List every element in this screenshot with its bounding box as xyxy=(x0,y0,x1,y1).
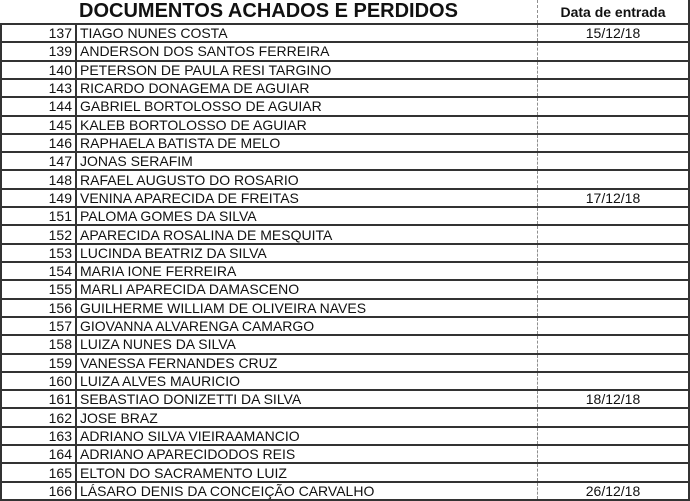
name-cell: ANDERSON DOS SANTOS FERREIRA xyxy=(75,43,537,59)
date-cell xyxy=(537,226,688,242)
date-cell xyxy=(537,208,688,224)
name-cell: RAFAEL AUGUSTO DO ROSARIO xyxy=(75,171,537,187)
table-row xyxy=(0,391,688,409)
name-cell: MARIA IONE FERREIRA xyxy=(75,263,537,279)
name-cell: RAPHAELA BATISTA DE MELO xyxy=(75,135,537,151)
table-row xyxy=(0,263,688,281)
name-cell: LUIZA NUNES DA SILVA xyxy=(75,336,537,352)
table-row xyxy=(0,135,688,153)
date-cell xyxy=(537,446,688,462)
row-number-cell: 143 xyxy=(48,80,72,97)
date-cell xyxy=(537,373,688,389)
table-row xyxy=(0,25,688,43)
date-cell xyxy=(537,281,688,297)
name-cell: VANESSA FERNANDES CRUZ xyxy=(75,355,537,371)
date-cell xyxy=(537,409,688,425)
page-title: DOCUMENTOS ACHADOS E PERDIDOS xyxy=(79,0,458,22)
name-cell: APARECIDA ROSALINA DE MESQUITA xyxy=(75,226,537,242)
table-row xyxy=(0,245,688,263)
date-cell xyxy=(537,245,688,261)
date-cell: 26/12/18 xyxy=(537,483,688,499)
table-row xyxy=(0,80,688,98)
date-cell xyxy=(537,62,688,78)
name-cell: LUIZA ALVES MAURICIO xyxy=(75,373,537,389)
date-cell xyxy=(537,98,688,114)
row-number-cell: 160 xyxy=(48,372,72,389)
date-cell xyxy=(537,153,688,169)
table-row xyxy=(0,446,688,464)
date-cell xyxy=(537,263,688,279)
table-row xyxy=(0,98,688,116)
row-number-cell: 139 xyxy=(48,43,72,60)
row-number-cell: 147 xyxy=(48,153,72,170)
table-row xyxy=(0,43,688,61)
table-row xyxy=(0,171,688,189)
date-cell: 17/12/18 xyxy=(537,190,688,206)
name-cell: MARLI APARECIDA DAMASCENO xyxy=(75,281,537,297)
row-number-cell: 146 xyxy=(48,134,72,151)
date-cell: 15/12/18 xyxy=(537,25,688,41)
row-number-cell: 151 xyxy=(48,208,72,225)
table-row xyxy=(0,62,688,80)
name-cell: LÁSARO DENIS DA CONCEIÇÃO CARVALHO xyxy=(75,483,537,499)
name-cell: GIOVANNA ALVARENGA CAMARGO xyxy=(75,318,537,334)
name-cell: KALEB BORTOLOSSO DE AGUIAR xyxy=(75,117,537,133)
date-cell: 18/12/18 xyxy=(537,391,688,407)
row-number-cell: 163 xyxy=(48,427,72,444)
date-cell xyxy=(537,300,688,316)
table-row xyxy=(0,190,688,208)
row-number-cell: 144 xyxy=(48,98,72,115)
date-cell xyxy=(537,464,688,480)
date-cell xyxy=(537,428,688,444)
name-cell: VENINA APARECIDA DE FREITAS xyxy=(75,190,537,206)
table-row xyxy=(0,373,688,391)
table-row xyxy=(0,409,688,427)
row-number-cell: 153 xyxy=(48,244,72,261)
date-cell xyxy=(537,318,688,334)
name-cell: SEBASTIAO DONIZETTI DA SILVA xyxy=(75,391,537,407)
date-cell xyxy=(537,43,688,59)
name-cell: TIAGO NUNES COSTA xyxy=(75,25,537,41)
row-number-cell: 158 xyxy=(48,336,72,353)
row-number-cell: 137 xyxy=(48,25,72,42)
row-number-cell: 148 xyxy=(48,171,72,188)
date-cell xyxy=(537,336,688,352)
row-number-cell: 155 xyxy=(48,281,72,298)
name-cell: ADRIANO APARECIDODOS REIS xyxy=(75,446,537,462)
row-number-cell: 162 xyxy=(48,409,72,426)
table-row xyxy=(0,300,688,318)
date-cell xyxy=(537,80,688,96)
table-row xyxy=(0,336,688,354)
name-cell: JOSE BRAZ xyxy=(75,409,537,425)
row-number-cell: 156 xyxy=(48,299,72,316)
table-row xyxy=(0,464,688,482)
table-row xyxy=(0,208,688,226)
date-cell xyxy=(537,355,688,371)
name-cell: ADRIANO SILVA VIEIRAAMANCIO xyxy=(75,428,537,444)
name-cell: JONAS SERAFIM xyxy=(75,153,537,169)
row-number-cell: 152 xyxy=(48,226,72,243)
name-cell: PALOMA GOMES DA SILVA xyxy=(75,208,537,224)
date-cell xyxy=(537,171,688,187)
date-cell xyxy=(537,117,688,133)
date-column-header: Data de entrada xyxy=(537,0,688,23)
date-cell xyxy=(537,135,688,151)
table-row xyxy=(0,281,688,299)
name-cell: LUCINDA BEATRIZ DA SILVA xyxy=(75,245,537,261)
table-row xyxy=(0,318,688,336)
name-cell: RICARDO DONAGEMA DE AGUIAR xyxy=(75,80,537,96)
table-body xyxy=(0,25,688,501)
table-row xyxy=(0,117,688,135)
table-row xyxy=(0,153,688,171)
row-number-cell: 164 xyxy=(48,446,72,463)
name-cell: GABRIEL BORTOLOSSO DE AGUIAR xyxy=(75,98,537,114)
row-number-cell: 161 xyxy=(48,391,72,408)
row-number-cell: 149 xyxy=(48,189,72,206)
row-number-cell: 140 xyxy=(48,61,72,78)
row-number-cell: 159 xyxy=(48,354,72,371)
name-cell: PETERSON DE PAULA RESI TARGINO xyxy=(75,62,537,78)
row-number-cell: 154 xyxy=(48,263,72,280)
table-row xyxy=(0,355,688,373)
row-number-cell: 157 xyxy=(48,318,72,335)
row-number-cell: 166 xyxy=(48,482,72,499)
name-cell: ELTON DO SACRAMENTO LUIZ xyxy=(75,464,537,480)
row-number-cell: 165 xyxy=(48,464,72,481)
row-number-cell: 145 xyxy=(48,116,72,133)
table-row xyxy=(0,226,688,244)
table-header xyxy=(0,0,688,25)
table-row xyxy=(0,428,688,446)
name-cell: GUILHERME WILLIAM DE OLIVEIRA NAVES xyxy=(75,300,537,316)
table-row xyxy=(0,483,688,501)
